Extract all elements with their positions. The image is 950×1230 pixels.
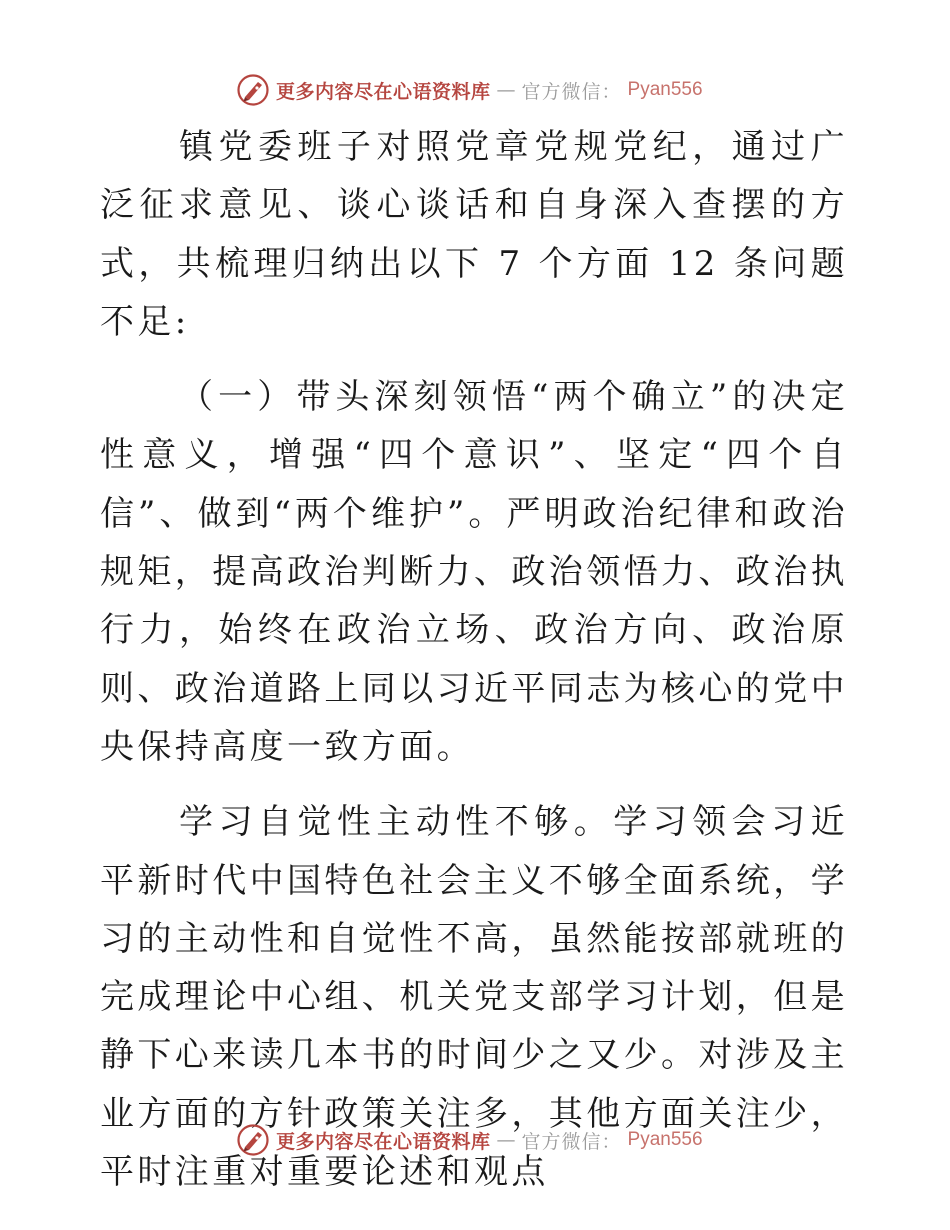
watermark-dash: — — [496, 79, 516, 101]
watermark-text: 更多内容尽在心语资料库 — [276, 80, 491, 103]
watermark-footer — [236, 1122, 703, 1158]
paragraph-study-issue: 学习自觉性主动性不够。学习领会习近平新时代中国特色社会主义不够全面系统，学习的主动性和自觉性不高，虽然能按部就班的完成理论中心组、机关党支部学习计划，但是静下心来读几本书的时间少之又少。对涉及主业方面的方针政策关注多，其他方面关注少，平时注重对重要论述和观点 — [100, 802, 848, 1193]
watermark-wechat-id: Pyan556 — [627, 1129, 703, 1150]
watermark-header — [236, 72, 703, 108]
watermark-wechat-label: 官方微信： — [521, 80, 622, 103]
paragraph-section-one: （一）带头深刻领悟“两个确立”的决定性意义，增强“四个意识”、坚定“四个自信”、做到“两个维护”。严明政治纪律和政治规矩，提高政治判断力、政治领悟力、政治执行力，始终在政治立场、政治方向、政治原则、政治道路上同以习近平同志为核心的党中央保持高度一致方面。 — [100, 377, 848, 767]
document-body — [100, 118, 848, 1201]
watermark-wechat-label: 官方微信： — [521, 1130, 622, 1153]
watermark-text: 更多内容尽在心语资料库 — [276, 1130, 491, 1153]
pen-logo-icon — [236, 73, 270, 107]
watermark-dash: — — [496, 1129, 516, 1151]
pen-logo-icon — [236, 1123, 270, 1157]
paragraph-intro: 镇党委班子对照党章党规党纪，通过广泛征求意见、谈心谈话和自身深入查摆的方式，共梳理归纳出以下 7 个方面 12 条问题不足: — [100, 127, 848, 342]
watermark-wechat-id: Pyan556 — [627, 79, 703, 100]
